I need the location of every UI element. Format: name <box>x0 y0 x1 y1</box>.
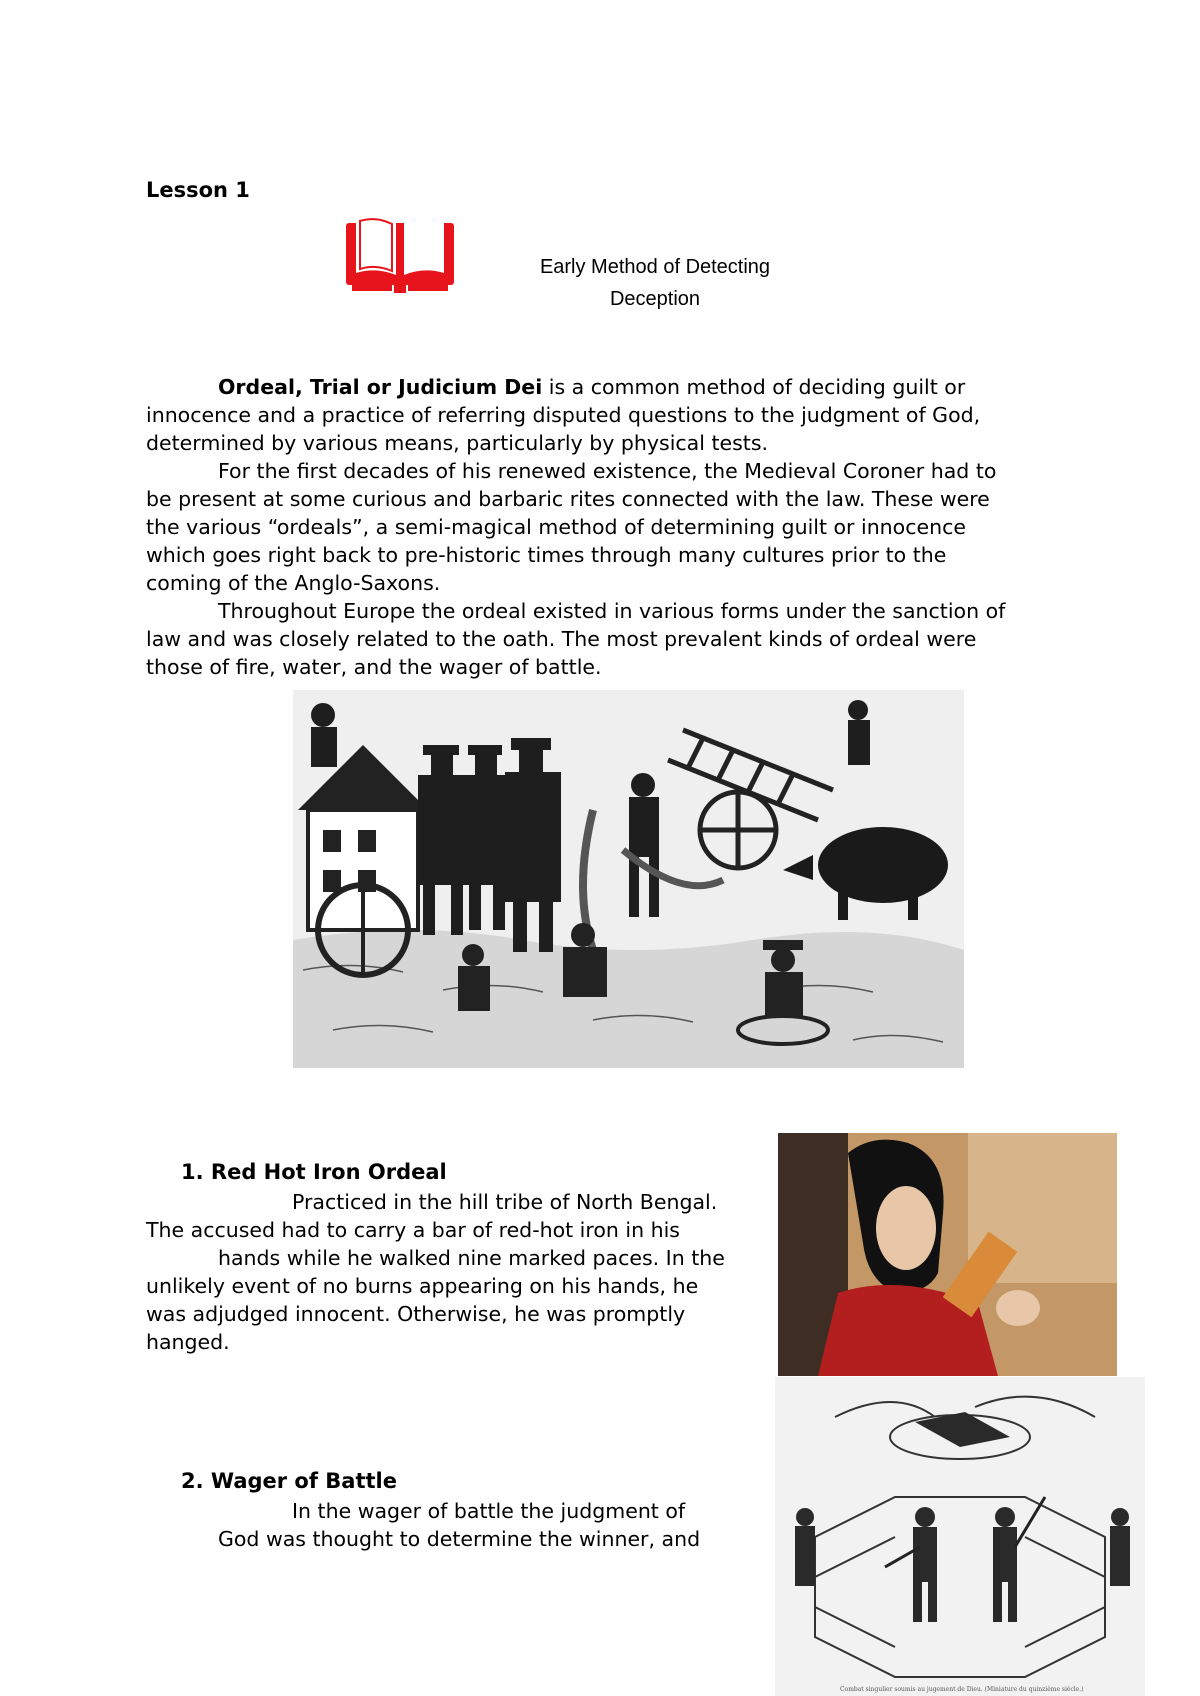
item-heading-wager-of-battle: 2. Wager of Battle <box>181 1469 397 1493</box>
ordeal-term: Ordeal, Trial or Judicium Dei <box>218 375 543 399</box>
wager-of-battle-engraving-image <box>775 1377 1145 1696</box>
item-heading-red-hot-iron: 1. Red Hot Iron Ordeal <box>181 1160 447 1184</box>
page-title <box>500 251 810 315</box>
lesson-label: Lesson 1 <box>146 178 250 202</box>
title-line-2: Deception <box>609 288 701 310</box>
title-line-1: Early Method of Detecting <box>539 256 771 278</box>
book-icon <box>346 209 454 293</box>
intro-paragraph-2: For the first decades of his renewed existence, the Medieval Coroner had to be present at some curious and barbaric rites connected with the law. These were the various “ordeals”, a semi-magical method of determining guilt or innocence which goes right back to pre-historic times through many cultures prior to the coming of the Anglo-Saxons. <box>146 459 997 595</box>
ordeal-woodcut-image <box>293 690 964 1068</box>
engraving-caption: Combat singulier soumis au jugement de Dieu. (Miniature du quinzième siècle.) <box>840 1686 1084 1693</box>
item-text-wager-of-battle: In the wager of battle the judgment of God was thought to determine the winner, and <box>218 1499 701 1551</box>
intro-paragraph-3: Throughout Europe the ordeal existed in various forms under the sanction of law and was closely related to the oath. The most prevalent kinds of ordeal were those of fire, water, and the wager of battle. <box>146 599 1006 679</box>
red-hot-iron-painting-image <box>778 1133 1117 1376</box>
item-text-red-hot-iron: Practiced in the hill tribe of North Bengal. The accused had to carry a bar of red-hot iron in his hands while he walked nine marked paces. In the unlikely event of no burns appearing on his hands, he was adjudged innocent. Otherwise, he was promptly hanged. <box>146 1190 725 1354</box>
intro-paragraph-1: Ordeal, Trial or Judicium Dei is a common method of deciding guilt or innocence and a practice of referring disputed questions to the judgment of God, determined by various means, particularly by physical tests. <box>146 375 981 455</box>
